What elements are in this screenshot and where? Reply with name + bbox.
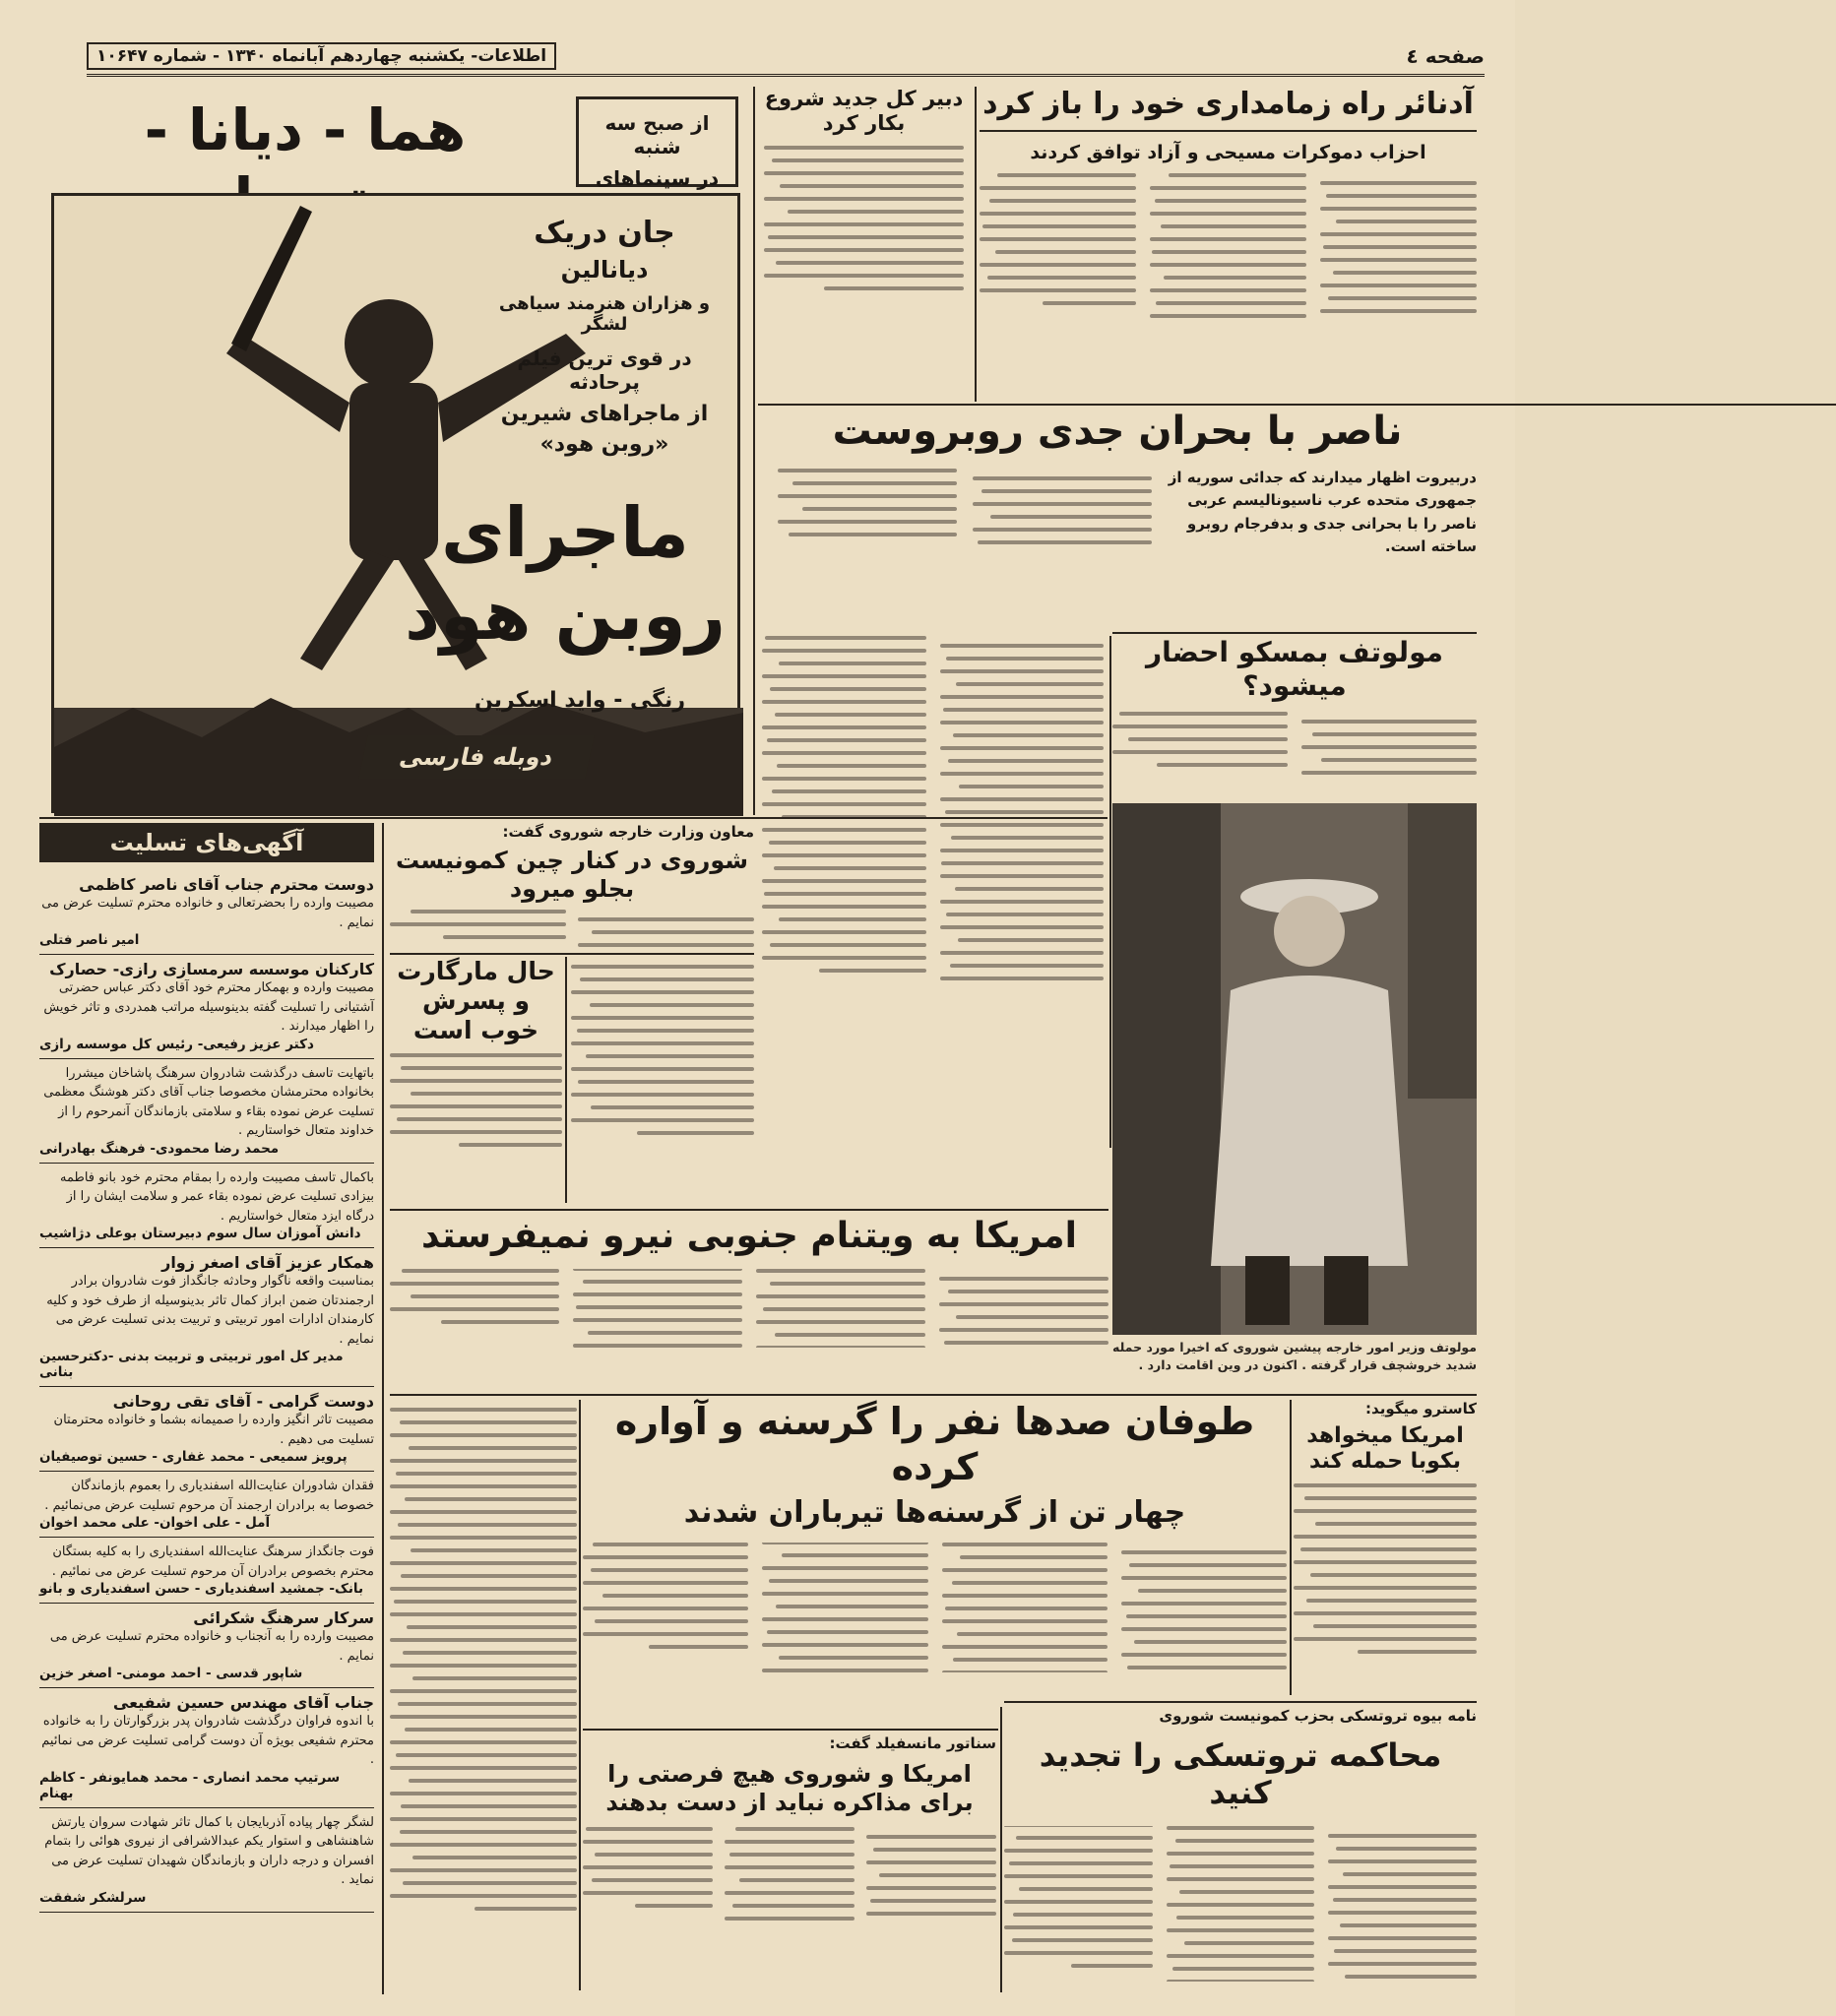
column-rule (579, 1400, 581, 1990)
condolence-notice (39, 1688, 374, 1808)
article-molotov (1112, 636, 1477, 797)
article-vietnam (390, 1215, 1108, 1392)
article-famine (583, 1400, 1287, 1725)
schedule-box (576, 96, 738, 190)
condolence-text: با اندوه فراوان درگذشت شادروان پدر بزرگوارتان را به خانواده محترم شفیعی بویژه آن دوست گرامی تسلیت عرض می نمائیم . (41, 1714, 374, 1767)
molotov-photo-figure (1112, 803, 1477, 1335)
trotsky-body (1004, 1826, 1477, 2003)
castro-body (1294, 1483, 1477, 1654)
article-un-secretary (758, 87, 970, 402)
un-secretary-headline: دبیر کل جدید شروع بکار کرد (764, 87, 964, 136)
condolence-text: مصیبت تاثر انگیز وارده را صمیمانه بشما و خانواده محترمتان تسلیت می دهیم . (53, 1413, 374, 1447)
condolence-notice (39, 1387, 374, 1472)
condolence-text: مصیبت وارده را بحضرتعالی و خانواده محترم تسلیت عرض می نمایم . (41, 896, 374, 930)
soviet-deputy-kicker: معاون وزارت خارجه شوروی گفت: (502, 823, 754, 841)
column-rule (1290, 1400, 1292, 1695)
format-line: رنگی - واید اسکرین (475, 688, 685, 713)
nasser-headline: ناصر با بحران جدی روبروست (832, 409, 1403, 454)
cinema-ad-title: هما - دیانا - (144, 96, 467, 163)
un-secretary-body (764, 146, 964, 290)
schedule-line-2: در سینماهای (595, 166, 720, 190)
section-rule (390, 953, 754, 955)
condolence-notice (39, 1248, 374, 1387)
column-rule (753, 87, 755, 815)
cast-line-3: و هزاران هنرمند سیاهی لشگر (498, 293, 711, 335)
promo-line-3: «روبن هود» (539, 432, 669, 457)
cinema-ad (39, 87, 748, 815)
condolence-notice (39, 870, 374, 955)
mansfield-body (583, 1827, 996, 1975)
schedule-line-1: از صبح سه شنبه (604, 111, 710, 158)
condolence-signature: پرویز سمیعی - محمد غفاری - حسین توصیفیان (39, 1449, 348, 1465)
condolence-text: فقدان شادوران عنایت‌الله اسفندیاری را بعموم بازماندگان خصوصا به برادران ارجمند آن مرحوم تسلیت عرض می‌نمائیم . (44, 1479, 374, 1513)
adenauer-subhead: احزاب دموکرات مسیحی و آزاد توافق کردند (1030, 142, 1426, 163)
movie-poster (51, 193, 740, 813)
condolence-signature: آمل - علی اخوان- علی محمد اخوان (39, 1515, 271, 1531)
condolence-text: لشگر چهار پیاده آذربایجان با کمال تاثر شهادت سروان یارتش شاهنشاهی و استوار یکم عبدالاشرافی از نیروی هوائی را بتمام افسران و درجه داران و بازماندگان شهیدان تسلیت عرض می نماید . (44, 1814, 374, 1887)
section-rule (390, 1209, 1108, 1211)
condolence-signature: سرتیپ محمد انصاری - محمد همایونفر - کاظم بهنام (39, 1769, 341, 1801)
condolence-signature: بانک- جمشید اسفندیاری - حسن اسفندیاری و بانو (39, 1581, 364, 1597)
cast-line-1: جان دریک (534, 216, 675, 250)
margaret-body (390, 1053, 562, 1147)
molotov-headline: مولوتف بمسکو احضار میشود؟ (1146, 636, 1443, 702)
condolence-signature: محمد رضا محمودی- فرهنگ بهادرانی (39, 1140, 280, 1157)
photo-caption: مولوتف وزیر امور خارجه پیشین شوروی که اخیرا مورد حمله شدید خروشچف قرار گرفته . اکنون در وین اقامت دارد . (1112, 1340, 1477, 1373)
article-soviet-deputy (390, 823, 754, 951)
condolence-addressee: دوست گرامی - آقای تقی روحانی (112, 1392, 374, 1411)
trotsky-headline: محاکمه تروتسکی را تجدید کنید (1039, 1736, 1442, 1812)
condolence-addressee: جناب آقای مهندس حسین شفیعی (112, 1693, 374, 1712)
page-number: صفحه ٤ (1406, 43, 1485, 68)
column-rule (975, 87, 977, 402)
column-rule (1109, 636, 1111, 1148)
mansfield-kicker: سناتور مانسفیلد گفت: (829, 1734, 996, 1752)
section-rule (39, 817, 1108, 819)
condolence-signature: شاپور قدسی - احمد مومنی- اصغر خزین (39, 1666, 303, 1681)
famine-headline: طوفان صدها نفر را گرسنه و آواره کرده (614, 1400, 1255, 1488)
section-rule (1112, 632, 1477, 634)
article-castro (1294, 1400, 1477, 1695)
condolence-text: بمناسبت واقعه ناگوار وحادثه جانگداز فوت شادروان برادر ارجمندتان ضمن ابراز کمال تاثر بدینوسیله از طرف خود و کلیه کارمندان ادارات امور تربیتی و تربیت بدنی تسلیت عرض می نمایم . (46, 1274, 374, 1347)
condolence-notice (39, 1808, 374, 1913)
trotsky-kicker: نامه بیوه تروتسکی بحزب کمونیست شوروی (1159, 1707, 1477, 1725)
molotov-photo (1112, 803, 1477, 1335)
article-nasser (758, 408, 1477, 630)
masthead (87, 37, 1485, 77)
castro-kicker: کاسترو میگوید: (1365, 1400, 1477, 1418)
condolence-signature: دانش آموزان سال سوم دبیرستان بوعلی دژاشیب (39, 1226, 361, 1241)
column-rule (1000, 1707, 1002, 1992)
vietnam-headline: امریکا به ویتنام جنوبی نیرو نمیفرستد (421, 1216, 1077, 1256)
nasser-body (778, 469, 1152, 606)
condolence-notice (39, 1472, 374, 1538)
condolence-notice (39, 955, 374, 1059)
condolence-notice (39, 1538, 374, 1604)
condolence-signature: مدیر کل امور تربیتی و تربیت بدنی -دکترحسین بنانی (39, 1349, 344, 1380)
promo-line-1: در قوی ترین فیلم پرحادثه (517, 346, 692, 394)
cast-block (481, 216, 728, 457)
adenauer-body (980, 173, 1477, 400)
margaret-headline: حال مارگارت و پسرش خوب است (397, 957, 555, 1044)
condolence-addressee: همکار عزیز آقای اصغر زوار (161, 1253, 374, 1272)
condolences-column (39, 823, 384, 1994)
column-rule (565, 957, 567, 1203)
nasser-lead: دربیروت اظهار میدارند که جدائی سوریه از جمهوری متحده عرب ناسیونالیسم عربی ناصر را با بحرانی جدی و بدفرجام روبرو ساخته است. (1168, 469, 1477, 555)
condolence-addressee: دوست محترم جناب آقای ناصر کاظمی (79, 875, 374, 894)
section-rule (1004, 1701, 1477, 1703)
castro-headline: امریکا میخواهد بکوبا حمله کند (1306, 1423, 1464, 1475)
vietnam-continuation (390, 1400, 577, 1990)
promo-line-2: از ماجراهای شیرین (500, 402, 709, 426)
condolence-addressee: سرکار سرهنگ شکرائی (193, 1608, 374, 1627)
vietnam-body (390, 1269, 1108, 1377)
dub-badge: دوبله فارسی (358, 735, 594, 779)
condolence-signature: دکتر عزیز رفیعی- رئیس کل موسسه رازی (39, 1036, 314, 1052)
adenauer-headline: آدنائر راه زمامداری خود را باز کرد (980, 87, 1477, 132)
article-margaret (390, 957, 562, 1203)
famine-subhead: چهار تن از گرسنه‌ها تیرباران شدند (683, 1495, 1186, 1531)
condolence-text: مصیبت وارده را به آنجناب و خانواده محترم تسلیت عرض می نمایم . (49, 1629, 374, 1664)
condolence-list (39, 870, 374, 1913)
cast-line-2: دیانالین (560, 256, 649, 284)
condolence-text: باتهایت تاسف درگذشت شادروان سرهنگ پاشاخان میشررا بخانواده محترمشان مخصوصا جناب آقای دکتر هوشنگ معظمی تسلیت عرض نموده بقاء و سلامتی بازماندگان آنمرحوم را از خداوند متعال خواستاریم . (43, 1065, 374, 1138)
condolence-signature: سرلشکر شفقت (39, 1889, 147, 1906)
condolence-notice (39, 1164, 374, 1249)
condolence-notice (39, 1059, 374, 1164)
soviet-deputy-headline: شوروی در کنار چین کمونیست بجلو میرود (396, 847, 748, 903)
nasser-continuation-body (762, 636, 1104, 1207)
condolence-text: فوت جانگداز سرهنگ عنایت‌الله اسفندیاری را به کلیه بستگان محترم بخصوص برادران آن مرحوم تسلیت عرض می نمائیم . (51, 1544, 374, 1579)
condolence-signature: امیر ناصر فتلی (39, 932, 140, 948)
condolence-text: مصیبت وارده و بهمکار محترم خود آقای دکتر عباس حضرتی آشتیانی را تسلیت گفته بدینوسیله مراتب همدردی و تاثر خویش را اظهار میدارند . (43, 980, 374, 1034)
mansfield-headline: امریکا و شوروی هیچ فرصتی را برای مذاکره نباید از دست بدهند (605, 1760, 974, 1816)
condolence-text: باکمال تاسف مصیبت وارده را بمقام محترم خود بانو فاطمه بیزادی تسلیت عرض نموده بقاء عمر و سلامت ایشان را از درگاه ایزد متعال خواستاریم . (60, 1169, 374, 1224)
article-mansfield (583, 1734, 996, 1992)
article-trotsky (1004, 1707, 1477, 1992)
soviet-deputy-continuation (571, 957, 754, 1203)
movie-title: ماجرای روبن هود (405, 492, 726, 656)
nasser-continuation (758, 636, 1108, 1217)
issue-info: اطلاعات- یکشنبه چهاردهم آبانماه ۱۳۴۰ - شماره ۱۰۶۴۷ (87, 42, 556, 70)
section-rule (758, 404, 1836, 406)
section-rule (583, 1729, 998, 1731)
condolence-addressee: کارکنان موسسه سرمسازی رازی- حصارک (49, 960, 374, 978)
section-rule (390, 1394, 1477, 1396)
condolences-header: آگهی‌های تسلیت (39, 823, 374, 862)
article-adenauer (980, 87, 1477, 402)
condolence-notice (39, 1604, 374, 1688)
